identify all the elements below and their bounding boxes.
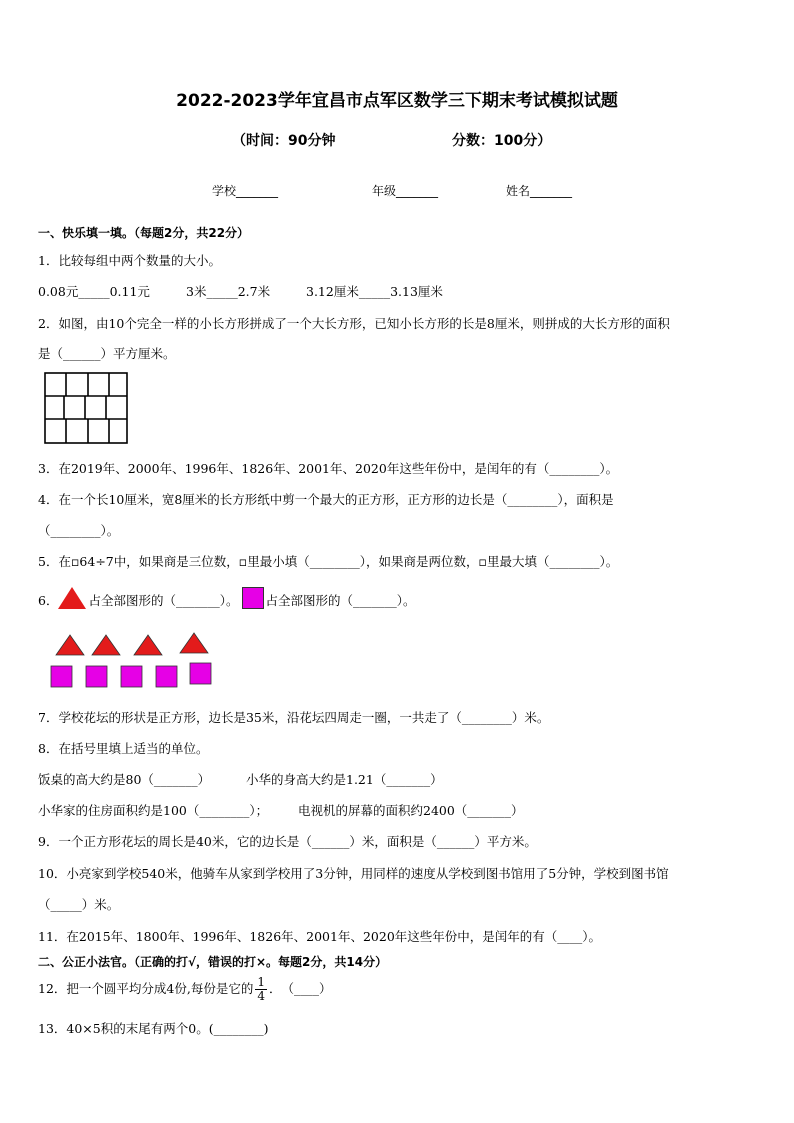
question-1: 1．比较每组中两个数量的大小。 <box>38 253 221 268</box>
question-10-line2: （_____）米。 <box>38 897 120 912</box>
fraction-denominator: 4 <box>257 989 265 1003</box>
rectangle-grid-figure <box>44 372 130 446</box>
question-4-line2: （________）。 <box>38 523 120 538</box>
question-6 <box>38 587 415 609</box>
fraction-numerator: 1 <box>257 975 265 989</box>
question-12 <box>38 976 332 1003</box>
question-9: 9．一个正方形花坛的周长是40米，它的边长是（______）米，面积是（______）平方米。 <box>38 834 537 849</box>
question-5: 5．在▫64÷7中，如果商是三位数，▫里最小填（________），如果商是两位数，▫里最大填（________）。 <box>38 554 619 569</box>
section-2-heading: 二、公正小法官。（正确的打√，错误的打×。每题2分，共14分） <box>38 955 388 969</box>
question-2-line1: 2．如图，由10个完全一样的小长方形拼成了一个大长方形，已知小长方形的长是8厘米，则拼成的大长方形的面积 <box>38 316 670 331</box>
question-13: 13．40×5积的末尾有两个0。(________) <box>38 1021 269 1036</box>
time-label: （时间：90分钟 <box>232 133 336 149</box>
question-12-text: 12．把一个圆平均分成4份,每份是它的 <box>38 981 254 996</box>
square-shape <box>121 666 142 687</box>
section-1-heading: 一、快乐填一填。（每题2分，共22分） <box>38 226 250 240</box>
question-6-part-b: 占全部图形的（_______）。 <box>265 593 416 608</box>
question-3: 3．在2019年、2000年、1996年、1826年、2001年、2020年这些年份中，是闰年的有（________）。 <box>38 461 619 476</box>
square-shape <box>51 666 72 687</box>
score-label: 分数：100分） <box>452 133 552 149</box>
fraction-one-quarter <box>255 976 267 1003</box>
triangle-icon <box>58 587 86 609</box>
question-8b: 小华的身高大约是1.21（_______） <box>246 772 443 787</box>
question-10-line1: 10．小亮家到学校540米，他骑车从家到学校用了3分钟，用同样的速度从学校到图书馆用了5分钟，学校到图书馆 <box>38 866 669 881</box>
name-field[interactable]: 姓名_______ <box>506 184 573 198</box>
triangle-shape <box>180 633 208 653</box>
question-8d: 电视机的屏幕的面积约2400（_______） <box>298 803 524 818</box>
square-shape <box>190 663 211 684</box>
question-1c: 3.12厘米_____3.13厘米 <box>306 284 443 299</box>
grade-field[interactable]: 年级_______ <box>372 184 439 198</box>
question-6-part-a: 占全部图形的（_______）。 <box>88 593 239 608</box>
question-4-line1: 4．在一个长10厘米，宽8厘米的长方形纸中剪一个最大的正方形，正方形的边长是（________），面积是 <box>38 492 614 507</box>
page-title: 2022-2023学年宜昌市点军区数学三下期末考试模拟试题 <box>176 91 618 111</box>
question-8a: 饭桌的高大约是80（_______） <box>38 772 211 787</box>
question-7: 7．学校花坛的形状是正方形，边长是35米，沿花坛四周走一圈，一共走了（________）米。 <box>38 710 550 725</box>
shapes-figure <box>48 631 218 691</box>
triangle-shape <box>134 635 162 655</box>
square-icon <box>242 587 264 609</box>
square-shape <box>156 666 177 687</box>
question-1a: 0.08元_____0.11元 <box>38 284 150 299</box>
question-11: 11．在2015年、1800年、1996年、1826年、2001年、2020年这些年份中，是闰年的有（____）。 <box>38 929 602 944</box>
triangle-shape <box>92 635 120 655</box>
question-12-answer: ． （____） <box>268 981 332 996</box>
triangle-shape <box>56 635 84 655</box>
question-2-line2: 是（______）平方厘米。 <box>38 346 176 361</box>
school-field[interactable]: 学校_______ <box>212 184 279 198</box>
square-shape <box>86 666 107 687</box>
question-6-number: 6． <box>38 593 59 608</box>
question-8: 8．在括号里填上适当的单位。 <box>38 741 209 756</box>
question-8c: 小华家的住房面积约是100（________）； <box>38 803 269 818</box>
question-1b: 3米_____2.7米 <box>186 284 271 299</box>
